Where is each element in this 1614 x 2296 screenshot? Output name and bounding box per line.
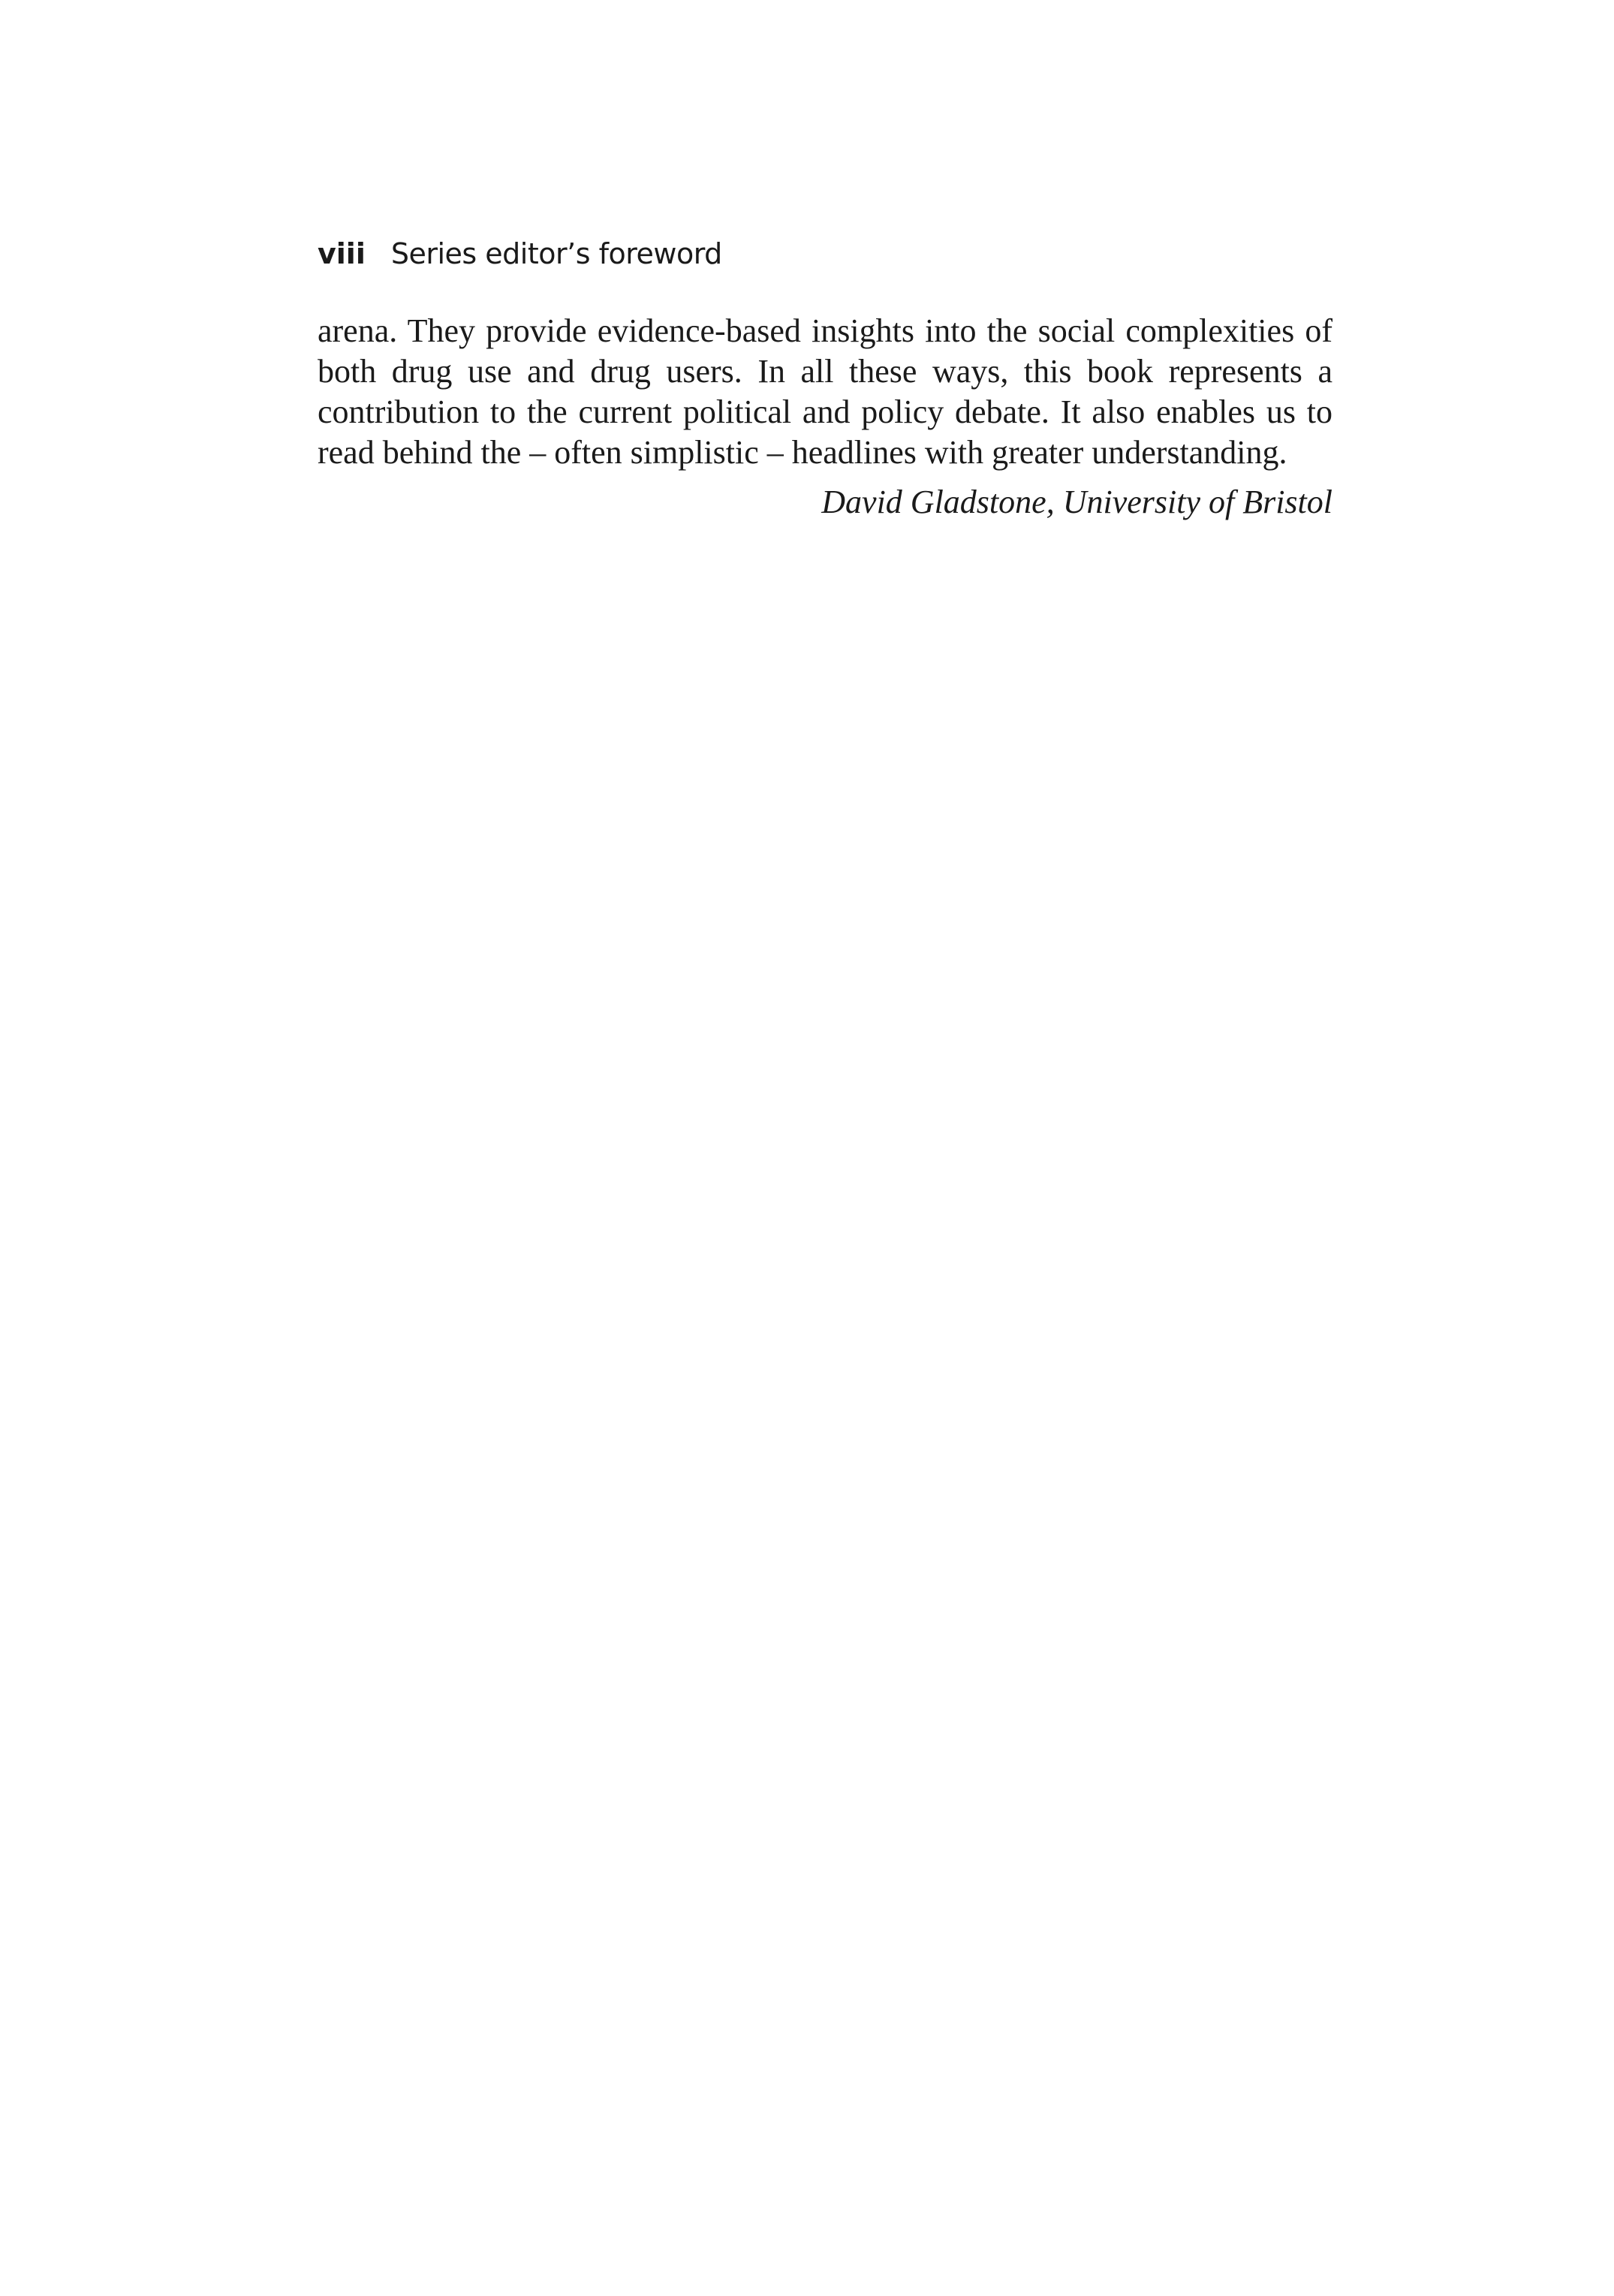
running-title: Series editor’s foreword (390, 237, 722, 270)
page-number: viii (318, 237, 366, 270)
paragraph-line: arena. They provide evidence-based insights into the social complexities of (318, 312, 1332, 349)
paragraph-line: read behind the – often simplistic – headlines with greater understanding. (318, 434, 1287, 471)
paragraph-line: contribution to the current political and policy debate. It also enables us to (318, 393, 1332, 430)
author-signature: David Gladstone, University of Bristol (821, 484, 1332, 520)
running-head (318, 237, 722, 275)
paragraph-line: both drug use and drug users. In all these ways, this book represents a (318, 353, 1332, 390)
body-paragraph (318, 311, 1332, 473)
